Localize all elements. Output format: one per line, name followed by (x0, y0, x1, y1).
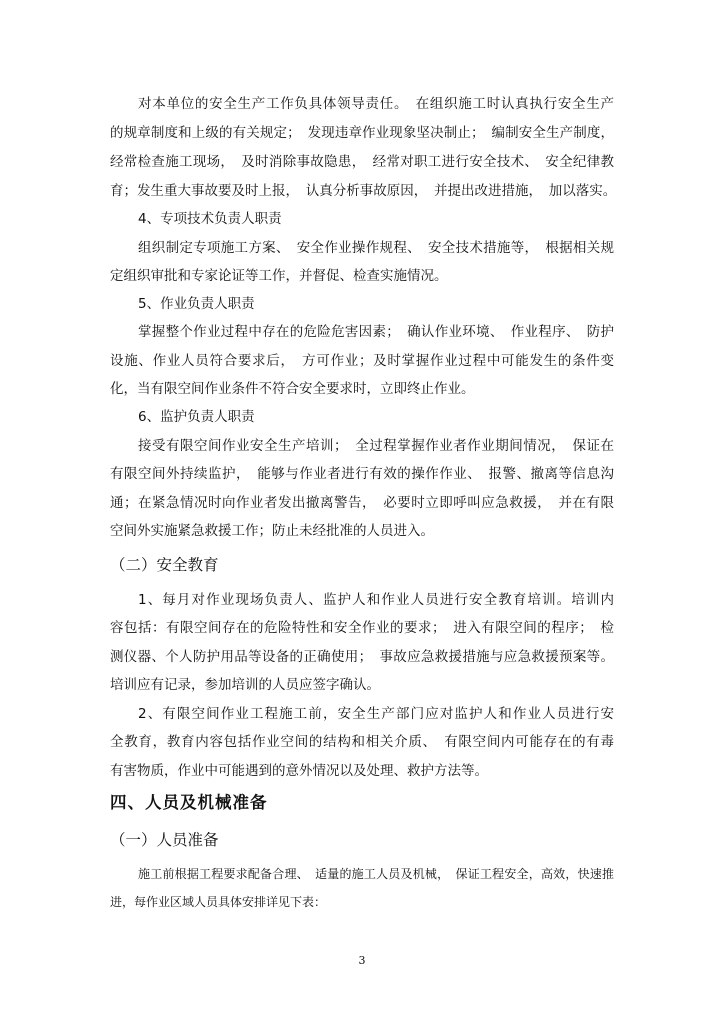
paragraph-line: 测仪器、个人防护用品等设备的正确使用； 事故应急救援措施与应急救援预案等。 (110, 649, 614, 665)
paragraph-line: 设施、作业人员符合要求后， 方可作业；及时掌握作业过程中可能发生的条件变 (110, 353, 614, 369)
paragraph-line: 施工前根据工程要求配备合理、 适量的施工人员及机械， 保证工程安全，高效，快速推 (138, 867, 614, 881)
paragraph-line: 化，当有限空间作业条件不符合安全要求时，立即终止作业。 (110, 381, 475, 397)
section-heading: （二）安全教育 (110, 556, 219, 574)
paragraph-line: 有害物质，作业中可能遇到的意外情况以及处理、救护方法等。 (110, 763, 488, 779)
paragraph-line: 空间外实施紧急救援工作；防止未经批准的人员进入。 (110, 523, 434, 539)
paragraph-line: 育；发生重大事故要及时上报， 认真分析事故原因， 并提出改进措施， 加以落实。 (110, 183, 617, 199)
paragraph-line: 2、有限空间作业工程施工前，安全生产部门应对监护人和作业人员进行安 (138, 706, 614, 722)
chapter-heading: 四、人员及机械准备 (110, 793, 268, 812)
item-heading: 6、监护负责人职责 (138, 409, 255, 425)
paragraph-line: 接受有限空间作业安全生产培训； 全过程掌握作业者作业期间情况， 保证在 (138, 438, 614, 454)
paragraph-line: 掌握整个作业过程中存在的危险危害因素； 确认作业环境、 作业程序、 防护 (138, 324, 614, 340)
paragraph-line: 进，每作业区域人员具体安排详见下表： (110, 895, 327, 909)
item-heading: 4、专项技术负责人职责 (138, 211, 282, 227)
paragraph-line: 经常检查施工现场， 及时消除事故隐患， 经常对职工进行安全技术、 安全纪律教 (110, 154, 614, 170)
paragraph-line: 培训应有记录，参加培训的人员应签字确认。 (110, 677, 380, 693)
paragraph-line: 的规章制度和上级的有关规定； 发现违章作业现象坚决制止； 编制安全生产制度， (110, 125, 614, 141)
paragraph-line: 组织制定专项施工方案、 安全作业操作规程、 安全技术措施等， 根据相关规 (138, 240, 614, 256)
paragraph-line: 全教育，教育内容包括作业空间的结构和相关介质、 有限空间内可能存在的有毒 (110, 734, 614, 750)
paragraph-line: 1、每月对作业现场负责人、监护人和作业人员进行安全教育培训。培训内 (138, 592, 614, 608)
paragraph-line: 通；在紧急情况时向作业者发出撤离警告， 必要时立即呼叫应急救援， 并在有限 (110, 495, 614, 511)
section-heading: （一）人员准备 (110, 831, 219, 849)
page-number: 3 (358, 954, 366, 967)
item-heading: 5、作业负责人职责 (138, 296, 255, 312)
paragraph-line: 对本单位的安全生产工作负具体领导责任。 在组织施工时认真执行安全生产 (138, 96, 614, 112)
paragraph-line: 容包括：有限空间存在的危险特性和安全作业的要求； 进入有限空间的程序； 检 (110, 620, 614, 636)
paragraph-line: 有限空间外持续监护， 能够与作业者进行有效的操作作业、 报警、撤离等信息沟 (110, 466, 614, 482)
paragraph-line: 定组织审批和专家论证等工作，并督促、检查实施情况。 (110, 268, 448, 284)
